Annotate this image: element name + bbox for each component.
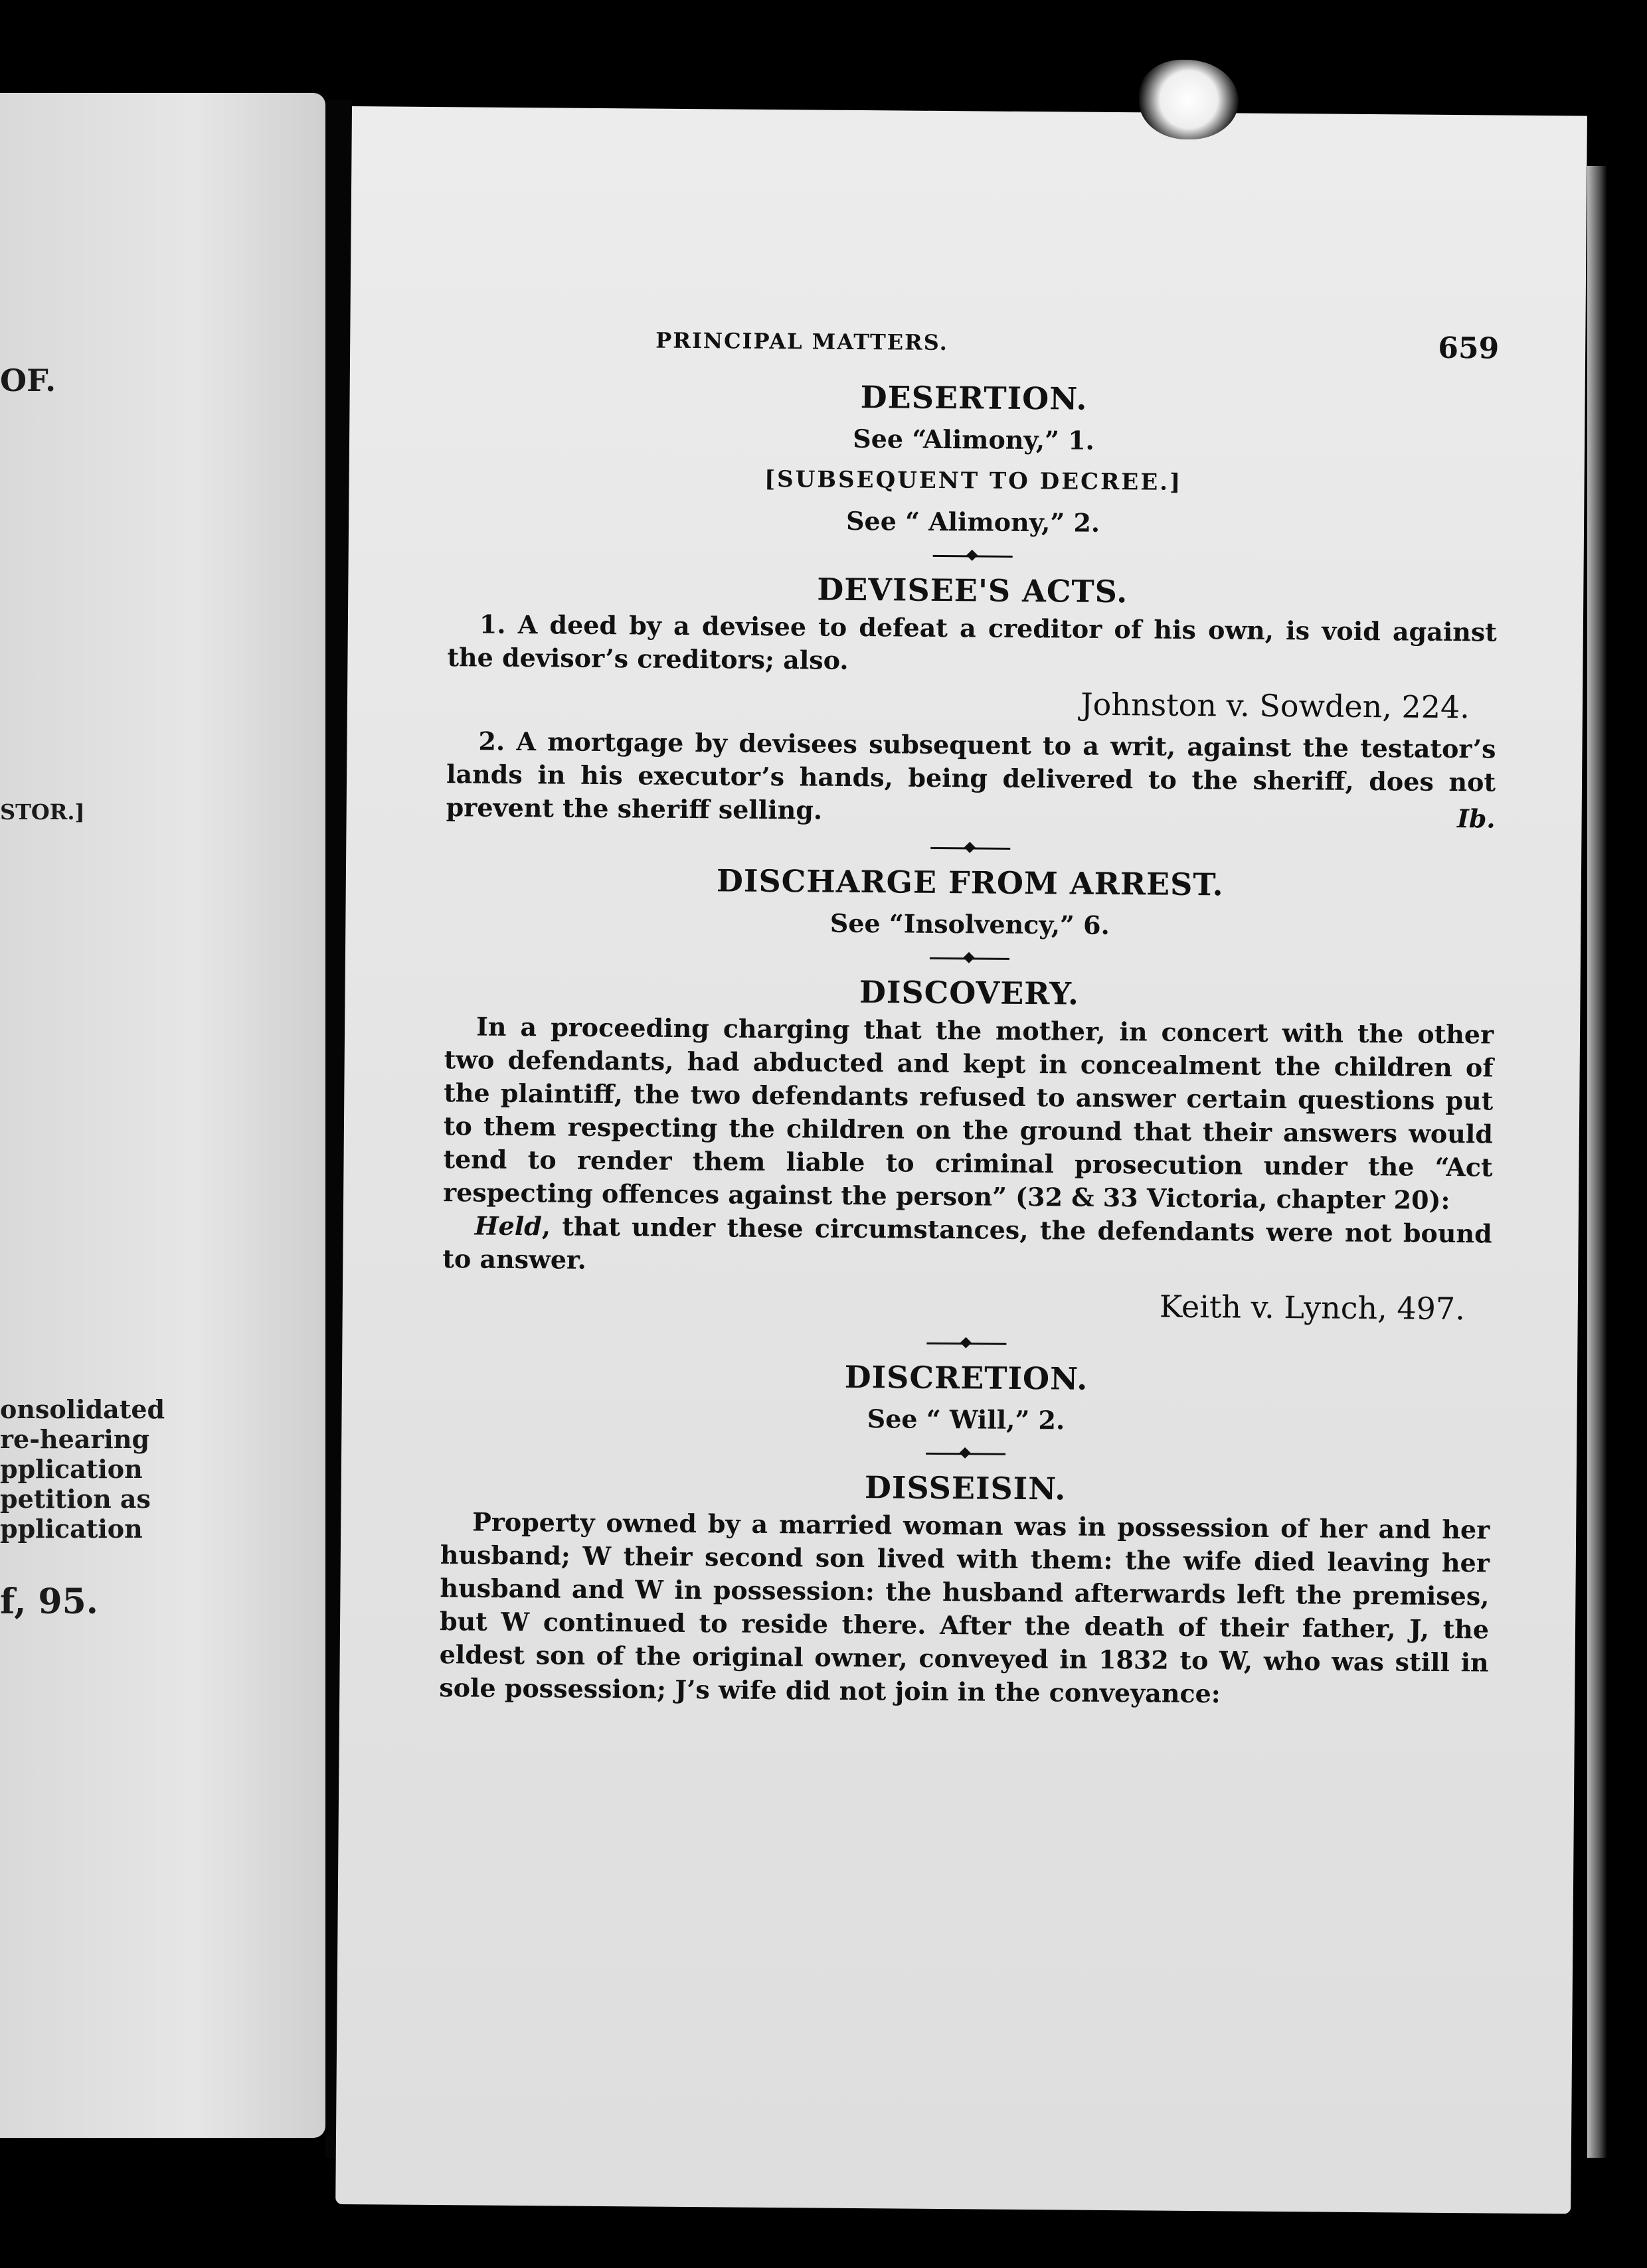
ibid-citation: Ib. (1456, 803, 1496, 834)
left-fragment: petition as (0, 1484, 151, 1514)
cross-reference: See “Insolvency,” 6. (829, 908, 1110, 940)
left-fragment: onsolidated (0, 1394, 165, 1424)
case-citation: Keith v. Lynch, 497. (1159, 1288, 1466, 1327)
left-fragment: pplication (0, 1454, 143, 1484)
cross-reference: See “ Will,” 2. (867, 1404, 1065, 1435)
section-divider (926, 1440, 1005, 1467)
held-text: , that under these circumstances, the defendants were not bound to answer. (442, 1211, 1492, 1275)
section-heading-desertion: DESERTION. (860, 379, 1088, 417)
paragraph: Property owned by a married woman was in possession of her and her husband; W their second son lived with them: the wife died leaving her husband and W in possession: the husband afterwards left the premises, but W continued to reside there. After the death of their father, J, the eldest son of the original owner, conveyed in 1832 to W, who was still in sole possession; J’s wife did not join in the conveyance: (439, 1506, 1490, 1709)
section-heading-discovery: DISCOVERY. (859, 974, 1080, 1012)
left-fragment: OF. (0, 363, 56, 398)
page (335, 106, 1587, 2214)
page-content (439, 326, 1499, 1712)
section-heading-discretion: DISCRETION. (844, 1358, 1088, 1397)
page-edge (1587, 166, 1607, 2158)
paragraph: 1. A deed by a devisee to defeat a creditor of his own, is void against the devisor’s creditors; also. (447, 609, 1498, 675)
cross-reference: See “ Alimony,” 2. (845, 505, 1100, 538)
section-divider (930, 835, 1010, 862)
previous-page-fragment (0, 93, 325, 2138)
left-fragment: re-hearing (0, 1424, 150, 1454)
left-fragment: pplication (0, 1514, 143, 1544)
left-fragment: f, 95. (0, 1581, 98, 1622)
page-number: 659 (1438, 331, 1500, 366)
section-heading-discharge-from-arrest: DISCHARGE FROM ARREST. (716, 862, 1224, 903)
subheading: [SUBSEQUENT TO DECREE.] (764, 465, 1183, 496)
paragraph: 2. A mortgage by devisees subsequent to a writ, against the testator’s lands in his executor’s hands, being delivered to the sheriff, does not prevent the sheriff selling. (446, 726, 1496, 825)
running-head-title: PRINCIPAL MATTERS. (655, 327, 948, 356)
section-heading-devisees-acts: DEVISEE'S ACTS. (817, 571, 1128, 610)
running-head (450, 326, 1500, 380)
section-divider (930, 945, 1009, 972)
section-heading-disseisin: DISSEISIN. (864, 1469, 1067, 1507)
cross-reference: See “Alimony,” 1. (853, 423, 1095, 455)
section-divider (926, 1330, 1006, 1357)
left-fragment: STOR.] (0, 799, 85, 825)
paragraph: In a proceeding charging that the mother, in concert with the other two defendants, had abducted and kept in concealment the children of the plaintiff, the two defendants refused to answer certain questions put to them respecting the children on the ground that their answers would tend to render them liable to criminal prosecution under the “Act respecting offences against the person” (32 & 33 Victoria, chapter 20): (442, 1011, 1494, 1216)
case-citation: Johnston v. Sowden, 224. (1080, 686, 1470, 726)
paper-damage-spot (1139, 60, 1239, 139)
section-divider (933, 542, 1013, 570)
held-word: Held (474, 1210, 543, 1242)
paragraph (442, 1209, 1492, 1283)
